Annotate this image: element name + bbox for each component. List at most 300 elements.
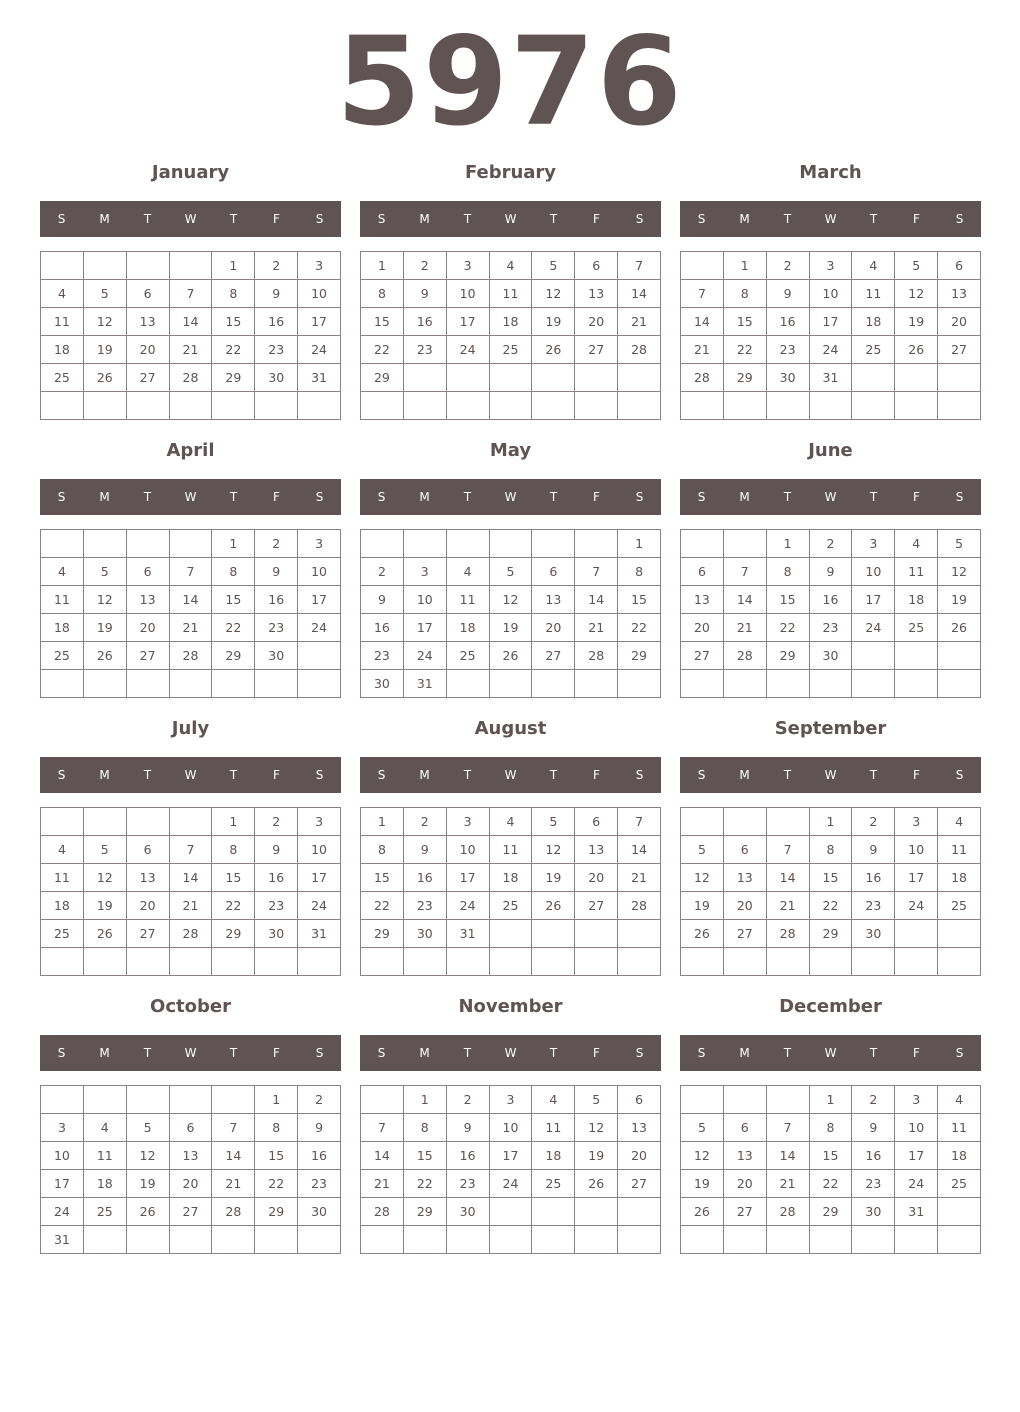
day-cell: 9 [852,1114,895,1142]
day-cell: 11 [41,586,84,614]
empty-cell [127,808,170,836]
day-cell: 7 [618,252,661,280]
weekday-header [680,479,981,515]
day-cell: 21 [681,336,724,364]
weekday-header [680,757,981,793]
empty-cell [618,392,661,420]
day-cell: 20 [170,1170,213,1198]
day-cell: 1 [810,808,853,836]
empty-cell [212,1226,255,1254]
day-cell: 28 [618,892,661,920]
day-cell: 13 [532,586,575,614]
day-cell: 25 [852,336,895,364]
empty-cell [724,808,767,836]
day-cell: 3 [852,530,895,558]
weekday-label: T [229,1046,238,1060]
day-cell: 26 [532,892,575,920]
empty-cell [938,392,981,420]
day-cell: 11 [852,280,895,308]
day-cell: 2 [404,808,447,836]
weekday-label: S [955,490,964,504]
day-cell: 17 [447,308,490,336]
weekday-label: T [143,1046,152,1060]
day-cell: 24 [298,614,341,642]
day-cell: 18 [938,864,981,892]
empty-cell [404,364,447,392]
month-name: January [151,162,230,183]
day-cell: 15 [767,586,810,614]
day-cell: 28 [618,336,661,364]
empty-cell [127,530,170,558]
day-cell: 23 [298,1170,341,1198]
empty-cell [404,530,447,558]
day-cell: 21 [767,1170,810,1198]
empty-cell [852,392,895,420]
weekday-label: S [697,212,706,226]
weekday-label: T [143,212,152,226]
empty-cell [532,530,575,558]
day-cell: 7 [170,836,213,864]
empty-cell [127,670,170,698]
day-cell: 16 [404,308,447,336]
empty-cell [852,642,895,670]
month-name: August [474,718,547,739]
empty-cell [681,252,724,280]
weekday-header [360,201,661,237]
day-cell: 15 [810,1142,853,1170]
day-cell: 25 [938,1170,981,1198]
day-cell: 20 [575,308,618,336]
day-cell: 22 [212,892,255,920]
day-cell: 29 [810,1198,853,1226]
day-cell: 3 [810,252,853,280]
day-cell: 15 [212,308,255,336]
day-cell: 23 [255,614,298,642]
empty-cell [212,1086,255,1114]
empty-cell [938,364,981,392]
day-cell: 6 [724,1114,767,1142]
weekday-label: M [739,212,750,226]
weekday-label: T [229,490,238,504]
day-cell: 30 [852,1198,895,1226]
day-cell: 30 [852,920,895,948]
day-cell: 16 [404,864,447,892]
day-cell: 23 [852,892,895,920]
empty-cell [404,1226,447,1254]
day-cell: 2 [852,808,895,836]
empty-cell [810,670,853,698]
empty-cell [127,252,170,280]
day-cell: 6 [575,808,618,836]
day-cell: 18 [84,1170,127,1198]
day-cell: 4 [447,558,490,586]
day-grid [40,251,341,420]
day-cell: 12 [532,836,575,864]
day-cell: 19 [532,308,575,336]
month-name: December [779,996,882,1017]
day-cell: 29 [404,1198,447,1226]
empty-cell [361,530,404,558]
day-cell: 5 [681,836,724,864]
day-cell: 16 [255,864,298,892]
day-cell: 2 [255,530,298,558]
day-cell: 8 [255,1114,298,1142]
day-cell: 14 [170,864,213,892]
day-cell: 27 [938,336,981,364]
weekday-label: F [593,212,600,226]
day-cell: 20 [127,892,170,920]
day-cell: 22 [361,892,404,920]
day-cell: 18 [532,1142,575,1170]
empty-cell [575,392,618,420]
day-cell: 27 [532,642,575,670]
day-cell: 15 [212,586,255,614]
weekday-label: F [593,490,600,504]
weekday-label: S [635,768,644,782]
day-cell: 31 [298,920,341,948]
weekday-label: S [635,490,644,504]
day-cell: 5 [127,1114,170,1142]
day-cell: 25 [938,892,981,920]
empty-cell [895,948,938,976]
weekday-label: T [143,490,152,504]
day-cell: 10 [447,836,490,864]
day-cell: 16 [852,1142,895,1170]
day-cell: 3 [895,808,938,836]
empty-cell [490,948,533,976]
weekday-label: F [273,768,280,782]
day-cell: 23 [447,1170,490,1198]
day-cell: 14 [681,308,724,336]
day-cell: 6 [575,252,618,280]
weekday-label: T [783,212,792,226]
day-cell: 20 [618,1142,661,1170]
day-cell: 22 [767,614,810,642]
day-cell: 3 [895,1086,938,1114]
day-cell: 12 [681,864,724,892]
day-cell: 29 [212,364,255,392]
day-cell: 13 [127,308,170,336]
day-cell: 10 [298,836,341,864]
day-cell: 5 [84,836,127,864]
day-cell: 5 [532,252,575,280]
day-cell: 3 [447,252,490,280]
empty-cell [767,808,810,836]
day-cell: 14 [170,308,213,336]
weekday-header [360,1035,661,1071]
day-cell: 26 [84,642,127,670]
day-cell: 1 [810,1086,853,1114]
day-cell: 28 [681,364,724,392]
empty-cell [447,530,490,558]
empty-cell [447,948,490,976]
empty-cell [490,1198,533,1226]
month-name: May [489,440,532,461]
day-cell: 14 [724,586,767,614]
empty-cell [575,948,618,976]
day-cell: 9 [361,586,404,614]
day-cell: 12 [490,586,533,614]
empty-cell [938,1198,981,1226]
day-cell: 4 [938,1086,981,1114]
day-cell: 18 [490,308,533,336]
weekday-label: M [99,1046,110,1060]
day-cell: 12 [895,280,938,308]
day-cell: 15 [618,586,661,614]
weekday-header [40,757,341,793]
day-cell: 27 [724,1198,767,1226]
day-cell: 21 [767,892,810,920]
day-cell: 21 [724,614,767,642]
day-cell: 24 [852,614,895,642]
day-cell: 10 [41,1142,84,1170]
empty-cell [938,1226,981,1254]
day-cell: 6 [681,558,724,586]
weekday-header [40,479,341,515]
month-name: June [808,440,853,461]
day-cell: 16 [298,1142,341,1170]
empty-cell [532,364,575,392]
day-cell: 2 [852,1086,895,1114]
day-cell: 22 [810,1170,853,1198]
day-cell: 9 [852,836,895,864]
empty-cell [361,948,404,976]
day-cell: 8 [618,558,661,586]
weekday-label: T [463,212,472,226]
day-cell: 11 [41,308,84,336]
empty-cell [810,948,853,976]
day-cell: 7 [767,836,810,864]
empty-cell [895,920,938,948]
weekday-label: T [229,768,238,782]
day-cell: 1 [212,808,255,836]
empty-cell [724,1086,767,1114]
weekday-header [360,479,661,515]
day-cell: 19 [490,614,533,642]
day-cell: 4 [41,280,84,308]
empty-cell [724,392,767,420]
day-cell: 6 [127,558,170,586]
day-cell: 16 [255,586,298,614]
empty-cell [41,1086,84,1114]
day-cell: 7 [212,1114,255,1142]
day-cell: 28 [170,364,213,392]
day-cell: 5 [84,558,127,586]
weekday-label: W [504,1046,517,1060]
day-cell: 3 [298,530,341,558]
weekday-label: M [99,212,110,226]
day-cell: 3 [447,808,490,836]
day-cell: 4 [852,252,895,280]
day-cell: 13 [575,836,618,864]
day-cell: 27 [127,364,170,392]
day-grid [680,1085,981,1254]
day-cell: 5 [490,558,533,586]
day-cell: 17 [895,864,938,892]
weekday-label: S [315,490,324,504]
day-grid [40,807,341,976]
day-cell: 2 [255,808,298,836]
day-cell: 7 [618,808,661,836]
day-cell: 24 [810,336,853,364]
weekday-label: F [913,490,920,504]
weekday-label: W [504,768,517,782]
day-cell: 21 [170,892,213,920]
weekday-label: S [635,1046,644,1060]
empty-cell [447,364,490,392]
day-cell: 30 [255,364,298,392]
day-cell: 13 [724,1142,767,1170]
day-cell: 11 [938,1114,981,1142]
day-cell: 2 [361,558,404,586]
day-cell: 17 [298,586,341,614]
day-cell: 9 [298,1114,341,1142]
day-cell: 17 [810,308,853,336]
day-cell: 15 [361,308,404,336]
month-name: July [171,718,210,739]
weekday-header [40,201,341,237]
day-cell: 18 [41,892,84,920]
day-cell: 17 [298,308,341,336]
day-cell: 6 [724,836,767,864]
day-cell: 4 [84,1114,127,1142]
day-cell: 14 [361,1142,404,1170]
empty-cell [938,948,981,976]
weekday-label: W [184,768,197,782]
day-cell: 1 [767,530,810,558]
empty-cell [724,670,767,698]
day-cell: 15 [724,308,767,336]
weekday-label: F [913,212,920,226]
empty-cell [767,948,810,976]
day-cell: 8 [361,280,404,308]
day-cell: 10 [447,280,490,308]
empty-cell [490,920,533,948]
weekday-label: T [549,212,558,226]
month-name: September [774,718,887,739]
day-cell: 23 [810,614,853,642]
empty-cell [41,808,84,836]
day-cell: 20 [127,336,170,364]
day-cell: 17 [404,614,447,642]
day-cell: 19 [532,864,575,892]
day-cell: 29 [361,364,404,392]
day-cell: 2 [810,530,853,558]
weekday-label: W [824,490,837,504]
day-cell: 6 [170,1114,213,1142]
day-cell: 17 [852,586,895,614]
day-cell: 25 [895,614,938,642]
day-cell: 1 [618,530,661,558]
weekday-label: S [57,768,66,782]
day-cell: 8 [361,836,404,864]
day-cell: 23 [404,892,447,920]
day-cell: 20 [724,1170,767,1198]
day-cell: 1 [255,1086,298,1114]
day-cell: 16 [767,308,810,336]
day-cell: 27 [170,1198,213,1226]
empty-cell [895,392,938,420]
day-cell: 11 [447,586,490,614]
day-cell: 14 [170,586,213,614]
day-grid [360,807,661,976]
day-cell: 29 [724,364,767,392]
empty-cell [255,1226,298,1254]
day-cell: 24 [447,336,490,364]
day-cell: 25 [84,1198,127,1226]
weekday-label: T [869,490,878,504]
empty-cell [127,1086,170,1114]
empty-cell [938,920,981,948]
day-cell: 20 [938,308,981,336]
day-cell: 23 [255,336,298,364]
day-cell: 26 [681,920,724,948]
day-cell: 26 [532,336,575,364]
day-cell: 28 [767,920,810,948]
day-cell: 15 [361,864,404,892]
day-cell: 5 [575,1086,618,1114]
day-grid [680,529,981,698]
day-cell: 19 [681,1170,724,1198]
day-cell: 11 [490,836,533,864]
day-cell: 9 [767,280,810,308]
weekday-label: T [869,212,878,226]
day-cell: 18 [41,614,84,642]
empty-cell [84,670,127,698]
day-cell: 8 [212,280,255,308]
day-cell: 27 [127,920,170,948]
empty-cell [361,1226,404,1254]
day-cell: 13 [681,586,724,614]
day-cell: 26 [84,920,127,948]
weekday-label: S [377,1046,386,1060]
weekday-label: M [99,490,110,504]
empty-cell [298,392,341,420]
empty-cell [681,670,724,698]
empty-cell [681,948,724,976]
day-cell: 3 [298,808,341,836]
day-cell: 22 [212,614,255,642]
weekday-header [680,1035,981,1071]
day-cell: 17 [490,1142,533,1170]
empty-cell [361,1086,404,1114]
day-cell: 5 [84,280,127,308]
day-cell: 1 [212,252,255,280]
weekday-label: W [184,1046,197,1060]
day-cell: 23 [404,336,447,364]
month-name: February [464,162,557,183]
empty-cell [447,392,490,420]
weekday-label: S [57,212,66,226]
day-cell: 27 [575,892,618,920]
empty-cell [681,530,724,558]
day-cell: 27 [724,920,767,948]
day-cell: 10 [810,280,853,308]
day-cell: 6 [532,558,575,586]
empty-cell [84,808,127,836]
day-cell: 12 [84,586,127,614]
day-cell: 28 [724,642,767,670]
day-cell: 25 [41,920,84,948]
day-cell: 17 [895,1142,938,1170]
day-cell: 21 [618,308,661,336]
empty-cell [852,670,895,698]
weekday-label: T [463,1046,472,1060]
day-cell: 11 [938,836,981,864]
empty-cell [767,670,810,698]
day-cell: 19 [84,336,127,364]
empty-cell [938,670,981,698]
